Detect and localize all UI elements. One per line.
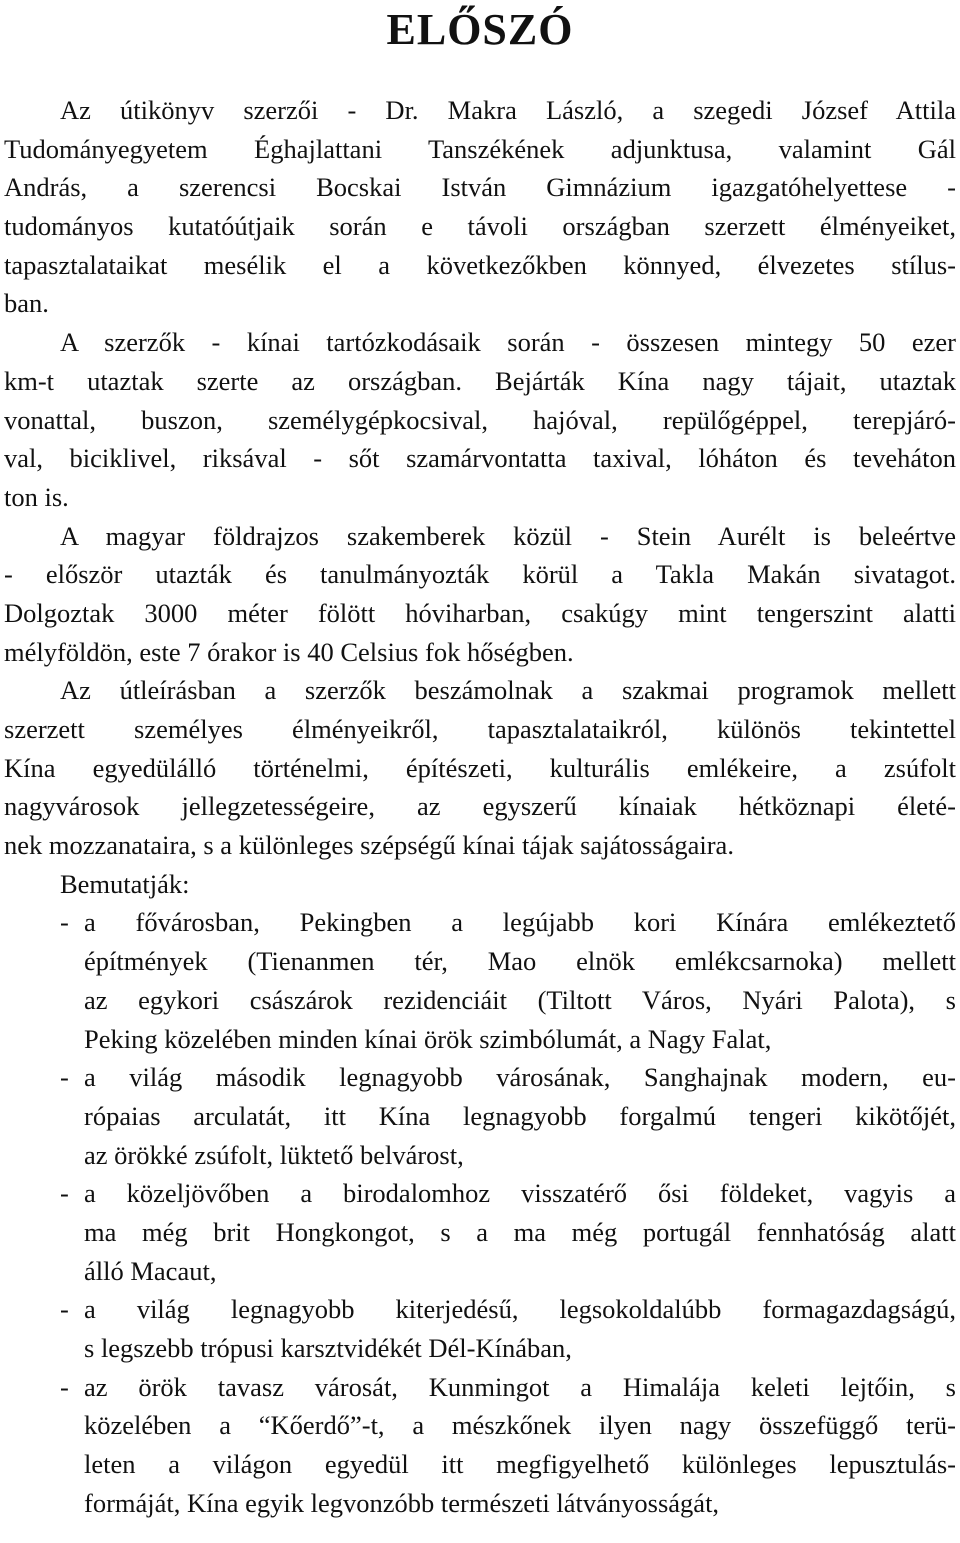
text-line: álló Macaut,: [84, 1255, 217, 1286]
list-item: [4, 903, 956, 1058]
text-line: formáját, Kína egyik legvonzóbb természeti látványosságát,: [84, 1487, 720, 1518]
list-dash: -: [60, 1294, 69, 1325]
text-line: szerzett személyes élményeikről, tapasztalataikról, különös tekintettel: [4, 714, 956, 744]
paragraph-travelogue: [4, 671, 956, 864]
text-line: az örökké zsúfolt, lüktető belvárost,: [84, 1139, 464, 1170]
list-item: [4, 1174, 956, 1290]
text-line: leten a világon egyedül itt megfigyelhető különleges lepusztulás-: [84, 1449, 956, 1480]
list-item: [4, 1290, 956, 1367]
text-line: nek mozzanataira, s a különleges szépségű kínai tájak sajátosságaira.: [4, 830, 734, 861]
text-line: A magyar földrajzos szakemberek közül - Stein Aurélt is beleértve: [60, 520, 956, 551]
list-dash: -: [60, 1062, 69, 1093]
text-line: András, a szerencsi Bocskai István Gimnázium igazgatóhelyettese -: [4, 172, 956, 203]
text-line: ton is.: [4, 481, 69, 512]
text-line: az egykori császárok rezidenciáit (Tiltott Város, Nyári Palota), s: [84, 984, 956, 1015]
list-dash: -: [60, 1371, 69, 1402]
list-dash: -: [60, 907, 69, 938]
text-line: a fővárosban, Pekingben a legújabb kori Kínára emlékeztető: [84, 907, 956, 938]
document-body: [4, 91, 956, 1522]
text-line: A szerzők - kínai tartózkodásaik során - összesen mintegy 50 ezer: [60, 327, 956, 358]
text-line: közelében a “Kőerdő”-t, a mészkőnek ilyen nagy összefüggő terü-: [84, 1410, 956, 1441]
text-line: ma még brit Hongkongot, s a ma még portugál fennhatóság alatt: [84, 1216, 956, 1247]
text-line: az örök tavasz városát, Kunmingot a Himalája keleti lejtőin, s: [84, 1371, 956, 1402]
text-line: - először utazták és tanulmányozták körül a Takla Makán sivatagot.: [4, 559, 956, 590]
text-line: val, biciklivel, riksával - sőt szamárvontatta taxival, lóháton és teveháton: [4, 443, 956, 474]
paragraph-taklamakan: [4, 517, 956, 672]
text-line: rópaias arculatát, itt Kína legnagyobb forgalmú tengeri kikötőjét,: [84, 1100, 956, 1131]
text-line: a közeljövőben a birodalomhoz visszatérő ősi földeket, vagyis a: [84, 1178, 956, 1209]
text-line: Kína egyedülálló történelmi, építészeti, kulturális emlékeire, a zsúfolt: [4, 752, 956, 783]
text-line: nagyvárosok jellegzetességeire, az egyszerű kínaiak hétköznapi életé-: [4, 791, 956, 822]
text-line: Peking közelében minden kínai örök szimbólumát, a Nagy Falat,: [84, 1023, 772, 1054]
paragraph-travel: [4, 323, 956, 516]
list-intro: Bemutatják:: [60, 868, 190, 899]
text-line: vonattal, buszon, személygépkocsival, hajóval, repülőgéppel, terepjáró-: [4, 404, 956, 435]
text-line: ban.: [4, 288, 49, 319]
list-dash: -: [60, 1178, 69, 1209]
text-line: Tudományegyetem Éghajlattani Tanszékének adjunktusa, valamint Gál: [4, 133, 956, 164]
text-line: tudományos kutatóútjaik során e távoli országban szerzett élményeiket,: [4, 211, 956, 242]
paragraph-intro: [4, 91, 956, 323]
page-title: ELŐSZÓ: [386, 5, 574, 54]
text-line: építmények (Tienanmen tér, Mao elnök emlékcsarnoka) mellett: [84, 946, 956, 977]
list-item: [4, 1368, 956, 1523]
text-line: tapasztalataikat mesélik el a következőkben könnyed, élvezetes stílus-: [4, 249, 956, 280]
text-line: Az útikönyv szerzői - Dr. Makra László, a szegedi József Attila: [60, 95, 956, 125]
list-item: [4, 1058, 956, 1174]
text-line: a világ legnagyobb kiterjedésű, legsokoldalúbb formagazdagságú,: [84, 1294, 956, 1325]
text-line: km-t utaztak szerte az országban. Bejárták Kína nagy tájait, utaztak: [4, 365, 956, 396]
text-line: Az útleírásban a szerzők beszámolnak a szakmai programok mellett: [60, 675, 956, 706]
text-line: Dolgoztak 3000 méter fölött hóviharban, csakúgy mint tengerszint alatti: [4, 597, 956, 628]
text-line: s legszebb trópusi karsztvidékét Dél-Kínában,: [84, 1333, 572, 1363]
text-line: a világ második legnagyobb városának, Sanghajnak modern, eu-: [84, 1062, 956, 1093]
text-line: mélyföldön, este 7 órakor is 40 Celsius fok hőségben.: [4, 636, 574, 667]
